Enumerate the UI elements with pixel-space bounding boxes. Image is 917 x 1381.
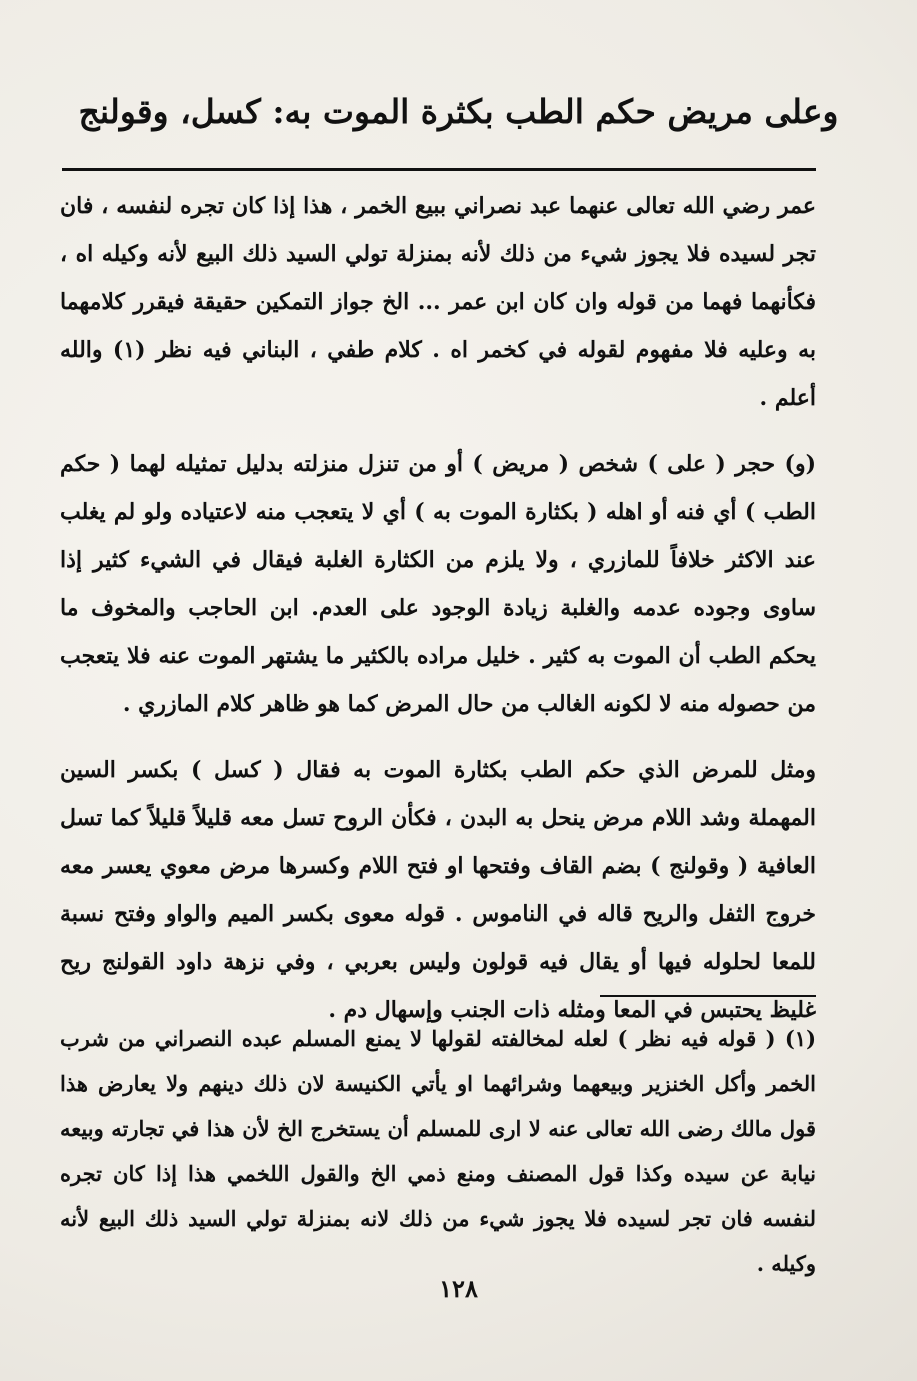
paragraph-3: ومثل للمرض الذي حكم الطب بكثارة الموت به فقال ( كسل ) بكسر السين المهملة وشد اللام مرض ينحل به البدن ، فكأن الروح تسل معه قليلاً قليلاً كما تسل العافية ( وقولنج ) بضم القاف وفتحها او فتح اللام وكسرها مرض معوي يعسر معه خروج الثفل والريح قاله في الناموس . قوله معوى بكسر الميم والواو وفتح نسبة للمعا لحلوله فيها أو يقال فيه قولون وليس بعربي ، وفي نزهة داود القولنج ريح غليظ يحتبس في المعا ومثله ذات الجنب وإسهال دم .: [60, 757, 816, 1023]
header-divider: [62, 168, 816, 171]
paragraph-2: (و) حجر ( على ) شخص ( مريض ) أو من تنزل منزلته بدليل تمثيله لهما ( حكم الطب ) أي فنه أو اهله ( بكثارة الموت به ) أي لا يتعجب منه لاعتياده ولو لم يغلب عند الاكثر خلافاً للمازري ، ولا يلزم من الكثارة الغلبة فيقال في الشيء كثير إذا ساوى وجوده عدمه والغلبة زيادة الوجود على العدم. ابن الحاجب والمخوف ما يحكم الطب أن الموت به كثير . خليل مراده بالكثير ما يشتهر الموت عنه فلا يتعجب من حصوله منه لا لكونه الغالب من حال المرض كما هو ظاهر كلام المازري .: [60, 451, 816, 717]
footnote-block: [60, 1016, 816, 1286]
footnote-1: (١) ( قوله فيه نظر ) لعله لمخالفته لقولها لا يمنع المسلم عبده النصراني من شرب الخمر وأكل الخنزير وبيعهما وشرائهما او يأتي الكنيسة لان ذلك دينهم ولا يعارض هذا قول مالك رضى الله تعالى عنه لا ارى للمسلم أن يستخرج الخ لأن هذا في تجارته وبيعه نيابة عن سيده وكذا قول المصنف ومنع ذمي الخ والقول اللخمي هذا إذا كان تجره لنفسه فان تجر لسيده فلا يجوز شيء من ذلك لانه بمنزلة تولي السيد ذلك البيع لأنه وكيله .: [60, 1026, 816, 1276]
footnote-divider: [600, 995, 816, 997]
main-text: [60, 182, 816, 1052]
paragraph-1: عمر رضي الله تعالى عنهما عبد نصراني ببيع الخمر ، هذا إذا كان تجره لنفسه ، فان تجر لسيده فلا يجوز شيء من ذلك لأنه بمنزلة تولي السيد ذلك البيع لأنه وكيله اه ، فكأنهما فهما من قوله وان كان ابن عمر ... الخ جواز التمكين حقيقة فيقرر كلامهما به وعليه فلا مفهوم لقوله في كخمر اه . كلام طفي ، البناني فيه نظر (١) والله أعلم .: [60, 193, 816, 411]
page-header-title: وعلى مريض حكم الطب بكثرة الموت به: كسل، وقولنج: [78, 92, 839, 131]
page-number: ١٢٨: [439, 1274, 478, 1303]
